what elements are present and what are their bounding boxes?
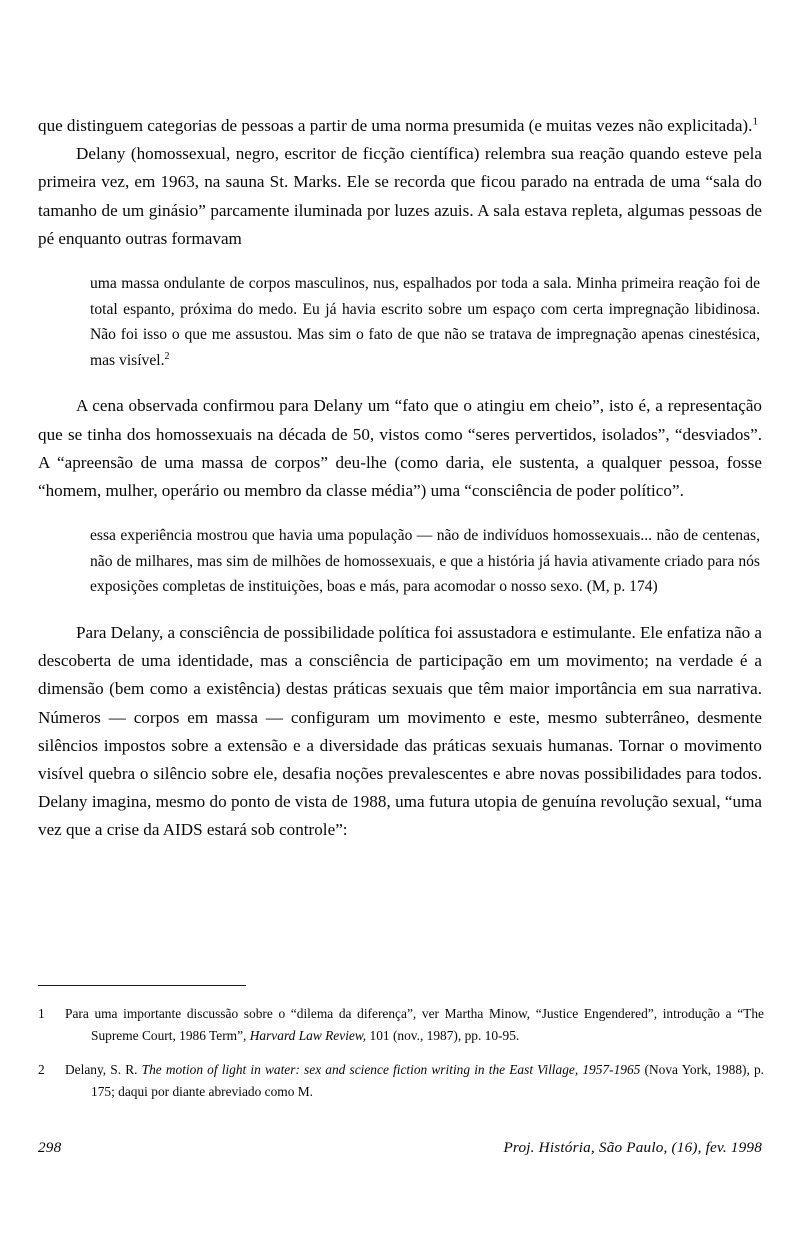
page-footer: [38, 1139, 762, 1157]
footnote-section: [38, 985, 764, 1115]
footnote-number: 1: [38, 1006, 45, 1021]
footnote-text: [65, 1059, 764, 1102]
spacer-below-quote-1: [38, 373, 762, 392]
footnote-1: [38, 1003, 764, 1046]
footnote-segment-normal-2: 101 (nov., 1987), pp. 10-95.: [366, 1027, 520, 1043]
footnote-reference-1[interactable]: 1: [752, 115, 758, 128]
paragraph-text: Delany (homossexual, negro, escritor de ficção científica) relembra sua reação quando esteve pela primeira vez, em 1963, na sauna St. Marks. Ele se recorda que ficou parado na entrada de uma “sala do tamanho de um ginásio” parcamente iluminada por luzes azuis. A sala estava repleta, algumas pessoas de pé enquanto outras formavam: [38, 144, 762, 248]
footnote-separator-rule: [38, 985, 246, 986]
footnote-segment-normal: Delany, S. R.: [65, 1062, 142, 1078]
footnote-2: [38, 1059, 764, 1102]
spacer-below-quote-2: [38, 600, 762, 619]
footnote-segment-italic: The motion of light in water: sex and science fiction writing in the East Village, 1957-1965: [141, 1062, 641, 1078]
blockquote-massa-ondulante: [38, 271, 762, 373]
page-text-column: [38, 112, 762, 845]
paragraph-cena-observada: [38, 392, 762, 505]
paragraph-text: que distinguem categorias de pessoas a partir de uma norma presumida (e muitas vezes não explicitada).: [38, 116, 753, 135]
footnote-segment-normal: Para uma importante discussão sobre o “dilema da diferença”, ver Martha Minow, “Justice Engendered”, introdução a “The Supreme Court, 1986 Term”,: [65, 1006, 764, 1043]
paragraph-continued: [38, 112, 762, 140]
blockquote-essa-experiencia: [38, 523, 762, 600]
quote-text: essa experiência mostrou que havia uma população — não de indivíduos homossexuais... não de centenas, não de milhares, mas sim de milhões de homossexuais, e que a história já havia ativamente criado para nós exposições completas de instituições, boas e más, para acomodar o nosso sexo. (M, p. 174): [90, 527, 760, 596]
quote-text: uma massa ondulante de corpos masculinos, nus, espalhados por toda a sala. Minha primeira reação foi de total espanto, próxima do medo. Eu já havia escrito sobre um espaço com certa impregnação libidinosa. Não foi isso o que me assustou. Mas sim o fato de que não se tratava de impregnação apenas cinestésica, mas visível.: [90, 275, 760, 369]
paragraph-text: Para Delany, a consciência de possibilidade política foi assustadora e estimulante. Ele enfatiza não a descoberta de uma identidade, mas a consciência de participação em um movimento; na verdade é a dimensão (bem como a existência) destas práticas sexuais que têm maior importância em sua narrativa. Números — corpos em massa — configuram um movimento e este, mesmo subterrâneo, desmente silêncios impostos sobre a extensão e a diversidade das práticas sexuais humanas. Tornar o movimento visível quebra o silêncio sobre ele, desafia noções prevalescentes e abre novas possibilidades para todos. Delany imagina, mesmo do ponto de vista de 1988, uma futura utopia de genuína revolução sexual, “uma vez que a crise da AIDS estará sob controle”:: [38, 622, 762, 840]
paragraph-delany-intro: [38, 140, 762, 253]
footnote-text: [65, 1003, 764, 1046]
page-number: 298: [38, 1139, 62, 1156]
spacer-above-quote-2: [38, 505, 762, 523]
journal-citation: Proj. História, São Paulo, (16), fev. 1998: [503, 1139, 762, 1156]
spacer-above-quote-1: [38, 253, 762, 271]
paragraph-text: A cena observada confirmou para Delany um “fato que o atingiu em cheio”, isto é, a representação que se tinha dos homossexuais na década de 50, vistos como “seres pervertidos, isolados”, “desviados”. A “apreensão de uma massa de corpos” deu-lhe (como daria, ele sustenta, a qualquer pessoa, fosse “homem, mulher, operário ou membro da classe média”) uma “consciência de poder político”.: [38, 396, 762, 500]
footnote-segment-normal-2: (Nova York, 1988), p. 175; daqui por diante abreviado como M.: [91, 1062, 765, 1099]
footnote-number: 2: [38, 1062, 45, 1078]
paragraph-para-delany: [38, 619, 762, 845]
footnote-reference-2[interactable]: 2: [164, 350, 170, 362]
footnote-segment-italic: Harvard Law Review,: [249, 1027, 367, 1043]
